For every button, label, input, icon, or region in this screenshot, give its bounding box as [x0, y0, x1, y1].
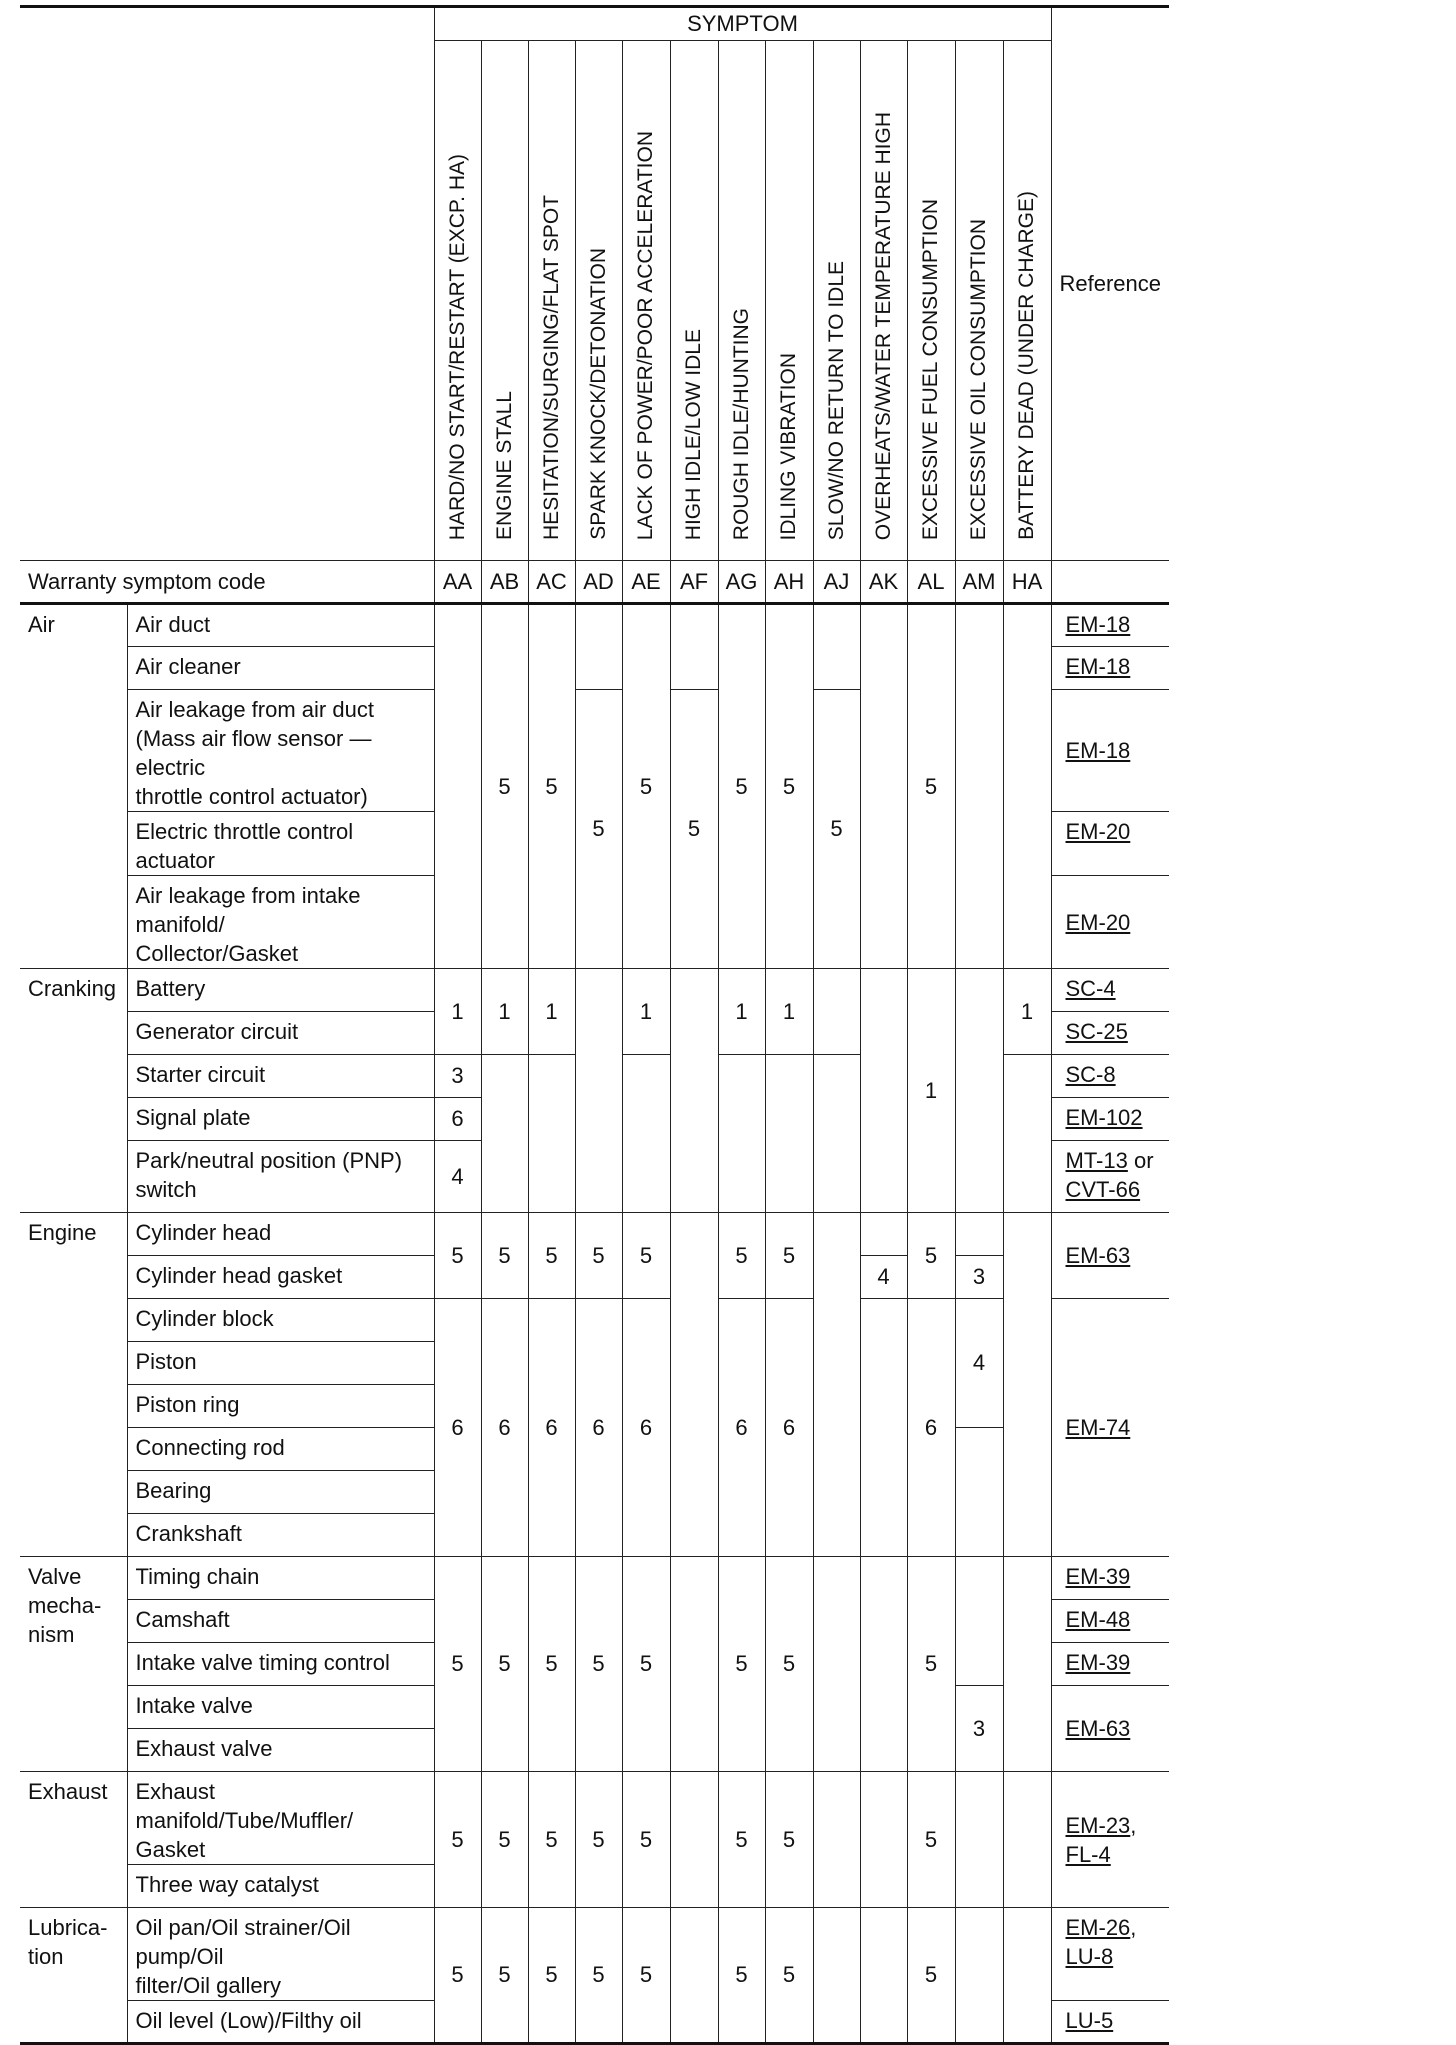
- code-ae: AE: [622, 561, 670, 604]
- cell: 3: [955, 1686, 1003, 1772]
- cell: 1: [434, 969, 481, 1055]
- cell: 5: [622, 1557, 670, 1772]
- ref-em18-a[interactable]: EM-18: [1051, 604, 1169, 647]
- ref-em63-b[interactable]: EM-63: [1051, 1686, 1169, 1772]
- cell: 5: [907, 604, 955, 969]
- item-timing-chain: Timing chain: [127, 1557, 434, 1600]
- cell: 5: [718, 1557, 765, 1772]
- cell: 6: [434, 1299, 481, 1557]
- code-ha: HA: [1003, 561, 1051, 604]
- cell: 5: [813, 690, 860, 969]
- symptom-am-header: EXCESSIVE OIL CONSUMPTION: [955, 41, 1003, 561]
- item-exhaust-valve: Exhaust valve: [127, 1729, 434, 1772]
- reference-header: Reference: [1051, 7, 1169, 561]
- ref-em23-fl4[interactable]: EM-23, FL-4: [1051, 1772, 1169, 1908]
- code-af: AF: [670, 561, 718, 604]
- ref-sc25[interactable]: SC-25: [1051, 1012, 1169, 1055]
- cell: 1: [907, 969, 955, 1213]
- cell: 5: [718, 1772, 765, 1908]
- cell: 1: [718, 969, 765, 1055]
- warranty-label: Warranty symptom code: [20, 561, 434, 604]
- cell: 5: [907, 1908, 955, 2044]
- item-signal-plate: Signal plate: [127, 1098, 434, 1141]
- ref-em63-a[interactable]: EM-63: [1051, 1213, 1169, 1299]
- code-am: AM: [955, 561, 1003, 604]
- code-ab: AB: [481, 561, 528, 604]
- cell: 6: [718, 1299, 765, 1557]
- item-pnp-switch: Park/neutral position (PNP) switch: [127, 1141, 434, 1213]
- cell: 5: [622, 604, 670, 969]
- cell: 6: [528, 1299, 575, 1557]
- cell: 5: [481, 604, 528, 969]
- cell: 1: [481, 969, 528, 1055]
- item-air-leak-duct: Air leakage from air duct (Mass air flow sensor — electric throttle control actuator): [127, 690, 434, 812]
- cell: 5: [907, 1557, 955, 1772]
- item-starter: Starter circuit: [127, 1055, 434, 1098]
- group-exhaust: Exhaust: [20, 1772, 127, 1908]
- symptom-aa-header: HARD/NO START/RESTART (EXCP. HA): [434, 41, 481, 561]
- item-piston: Piston: [127, 1342, 434, 1385]
- item-cyl-head-gasket: Cylinder head gasket: [127, 1256, 434, 1299]
- item-camshaft: Camshaft: [127, 1600, 434, 1643]
- ref-sc4[interactable]: SC-4: [1051, 969, 1169, 1012]
- item-oil-pan: Oil pan/Oil strainer/Oil pump/Oil filter/Oil gallery: [127, 1908, 434, 2001]
- symptom-al-header: EXCESSIVE FUEL CONSUMPTION: [907, 41, 955, 561]
- symptom-ha-header: BATTERY DEAD (UNDER CHARGE): [1003, 41, 1051, 561]
- cell: 5: [481, 1908, 528, 2044]
- symptom-ae-header: LACK OF POWER/POOR ACCELERATION: [622, 41, 670, 561]
- ref-em26-lu8[interactable]: EM-26, LU-8: [1051, 1908, 1169, 2001]
- code-ah: AH: [765, 561, 813, 604]
- symptom-aj-header: SLOW/NO RETURN TO IDLE: [813, 41, 860, 561]
- symptom-ab-header: ENGINE STALL: [481, 41, 528, 561]
- cell: 5: [481, 1772, 528, 1908]
- ref-sc8[interactable]: SC-8: [1051, 1055, 1169, 1098]
- item-oil-level: Oil level (Low)/Filthy oil: [127, 2001, 434, 2044]
- cell: 5: [575, 690, 622, 969]
- item-exhaust-manifold: Exhaust manifold/Tube/Muffler/ Gasket: [127, 1772, 434, 1865]
- cell: 4: [434, 1141, 481, 1213]
- item-bearing: Bearing: [127, 1471, 434, 1514]
- ref-mt13-cvt66[interactable]: MT-13 or CVT-66: [1051, 1141, 1169, 1213]
- cell: 5: [718, 604, 765, 969]
- symptom-ak-header: OVERHEATS/WATER TEMPERATURE HIGH: [860, 41, 907, 561]
- group-valve: Valve mecha- nism: [20, 1557, 127, 1772]
- item-piston-ring: Piston ring: [127, 1385, 434, 1428]
- cell: 5: [434, 1557, 481, 1772]
- diagnosis-table: [20, 5, 1169, 2045]
- group-air: Air: [20, 604, 127, 969]
- item-air-cleaner: Air cleaner: [127, 647, 434, 690]
- group-engine: Engine: [20, 1213, 127, 1557]
- cell: 6: [481, 1299, 528, 1557]
- cell: 5: [575, 1213, 622, 1299]
- item-crankshaft: Crankshaft: [127, 1514, 434, 1557]
- cell: 6: [907, 1299, 955, 1557]
- cell: 6: [622, 1299, 670, 1557]
- code-ak: AK: [860, 561, 907, 604]
- ref-em18-c[interactable]: EM-18: [1051, 690, 1169, 812]
- item-cyl-block: Cylinder block: [127, 1299, 434, 1342]
- cell: 5: [434, 1213, 481, 1299]
- item-catalyst: Three way catalyst: [127, 1865, 434, 1908]
- symptom-af-header: HIGH IDLE/LOW IDLE: [670, 41, 718, 561]
- symptom-ag-header: ROUGH IDLE/HUNTING: [718, 41, 765, 561]
- symptom-ah-header: IDLING VIBRATION: [765, 41, 813, 561]
- cell: 5: [434, 1908, 481, 2044]
- cell: 5: [528, 1557, 575, 1772]
- item-conn-rod: Connecting rod: [127, 1428, 434, 1471]
- symptom-ac-header: HESITATION/SURGING/FLAT SPOT: [528, 41, 575, 561]
- cell: 5: [765, 1772, 813, 1908]
- cell: 1: [1003, 969, 1051, 1055]
- group-cranking: Cranking: [20, 969, 127, 1213]
- item-air-duct: Air duct: [127, 604, 434, 647]
- group-lubrication: Lubrica- tion: [20, 1908, 127, 2044]
- item-intake-valve: Intake valve: [127, 1686, 434, 1729]
- cell: 5: [907, 1772, 955, 1908]
- item-ivtc: Intake valve timing control: [127, 1643, 434, 1686]
- cell: 5: [622, 1772, 670, 1908]
- cell: 5: [622, 1213, 670, 1299]
- cell: 5: [670, 690, 718, 969]
- ref-em48[interactable]: EM-48: [1051, 1600, 1169, 1643]
- cell: 5: [575, 1908, 622, 2044]
- cell: 4: [955, 1299, 1003, 1428]
- ref-em39-a[interactable]: EM-39: [1051, 1557, 1169, 1600]
- item-cyl-head: Cylinder head: [127, 1213, 434, 1256]
- cell: 5: [765, 1557, 813, 1772]
- symptom-header: SYMPTOM: [434, 7, 1051, 41]
- cell: 5: [434, 1772, 481, 1908]
- ref-em102[interactable]: EM-102: [1051, 1098, 1169, 1141]
- ref-lu5[interactable]: LU-5: [1051, 2001, 1169, 2044]
- cell: 1: [622, 969, 670, 1055]
- cell: 5: [481, 1557, 528, 1772]
- symptom-ad-header: SPARK KNOCK/DETONATION: [575, 41, 622, 561]
- code-aa: AA: [434, 561, 481, 604]
- ref-em20-b[interactable]: EM-20: [1051, 876, 1169, 969]
- code-ac: AC: [528, 561, 575, 604]
- ref-em20-a[interactable]: EM-20: [1051, 812, 1169, 876]
- code-aj: AJ: [813, 561, 860, 604]
- cell: 5: [718, 1213, 765, 1299]
- cell: 5: [718, 1908, 765, 2044]
- cell: 5: [765, 1213, 813, 1299]
- cell: 1: [528, 969, 575, 1055]
- ref-em74[interactable]: EM-74: [1051, 1299, 1169, 1557]
- cell: 5: [528, 1772, 575, 1908]
- item-etc-actuator: Electric throttle control actuator: [127, 812, 434, 876]
- item-generator: Generator circuit: [127, 1012, 434, 1055]
- cell: 5: [907, 1213, 955, 1299]
- cell: 6: [765, 1299, 813, 1557]
- cell: 5: [528, 1908, 575, 2044]
- item-battery: Battery: [127, 969, 434, 1012]
- cell: 6: [434, 1098, 481, 1141]
- cell: 6: [575, 1299, 622, 1557]
- cell: 5: [622, 1908, 670, 2044]
- cell: 5: [481, 1213, 528, 1299]
- cell: 3: [955, 1256, 1003, 1299]
- cell: 5: [528, 1213, 575, 1299]
- cell: 5: [765, 604, 813, 969]
- item-air-leak-manifold: Air leakage from intake manifold/ Collector/Gasket: [127, 876, 434, 969]
- ref-em39-b[interactable]: EM-39: [1051, 1643, 1169, 1686]
- code-al: AL: [907, 561, 955, 604]
- code-ag: AG: [718, 561, 765, 604]
- code-ad: AD: [575, 561, 622, 604]
- cell: 5: [575, 1557, 622, 1772]
- cell: 3: [434, 1055, 481, 1098]
- cell: 5: [765, 1908, 813, 2044]
- ref-em18-b[interactable]: EM-18: [1051, 647, 1169, 690]
- cell: 5: [528, 604, 575, 969]
- cell: 4: [860, 1256, 907, 1299]
- cell: 1: [765, 969, 813, 1055]
- cell: 5: [575, 1772, 622, 1908]
